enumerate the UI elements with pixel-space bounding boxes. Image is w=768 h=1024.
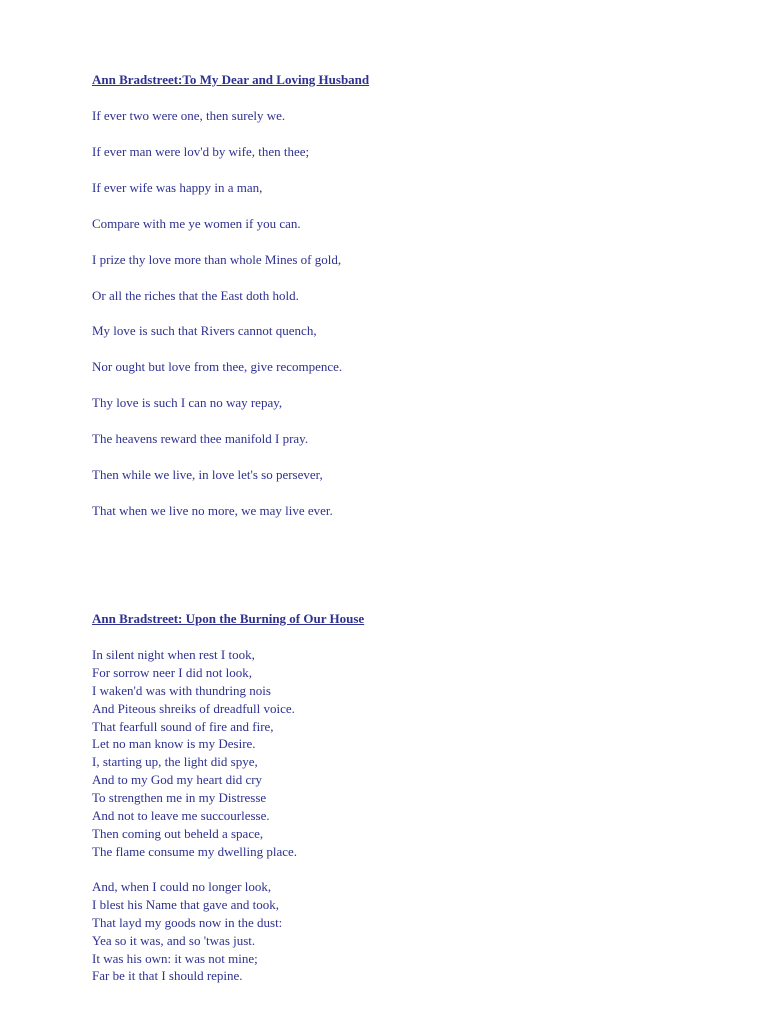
poem1-line: Compare with me ye women if you can. [92,216,301,231]
poem2-line: Far be it that I should repine. [92,968,243,984]
poem1-line: If ever wife was happy in a man, [92,180,263,195]
poem2-line: And to my God my heart did cry [92,772,263,788]
poem2-line: It was his own: it was not mine; [92,950,258,966]
poem1-line: If ever two were one, then surely we. [92,108,286,123]
poem1-line: Or all the riches that the East doth hold. [92,288,299,303]
poem1-line: If ever man were lov'd by wife, then thee; [92,144,310,159]
poem1-line: That when we live no more, we may live ever. [92,503,333,518]
poem2-title: Ann Bradstreet: Upon the Burning of Our House [92,611,365,626]
poem2-line: Then coming out beheld a space, [92,825,264,841]
poem2-stanza-1 [92,646,297,861]
poem1-line: Thy love is such I can no way repay, [92,395,283,410]
poem1-line: My love is such that Rivers cannot quench, [92,323,317,338]
poem2-line: For sorrow neer I did not look, [92,664,252,680]
poem2-line: To strengthen me in my Distresse [92,790,267,806]
poem2-line: That layd my goods now in the dust: [92,914,283,930]
poem2-stanza-2 [92,878,282,985]
poem1-line: Nor ought but love from thee, give recompence. [92,359,343,374]
poem2-line: Yea so it was, and so 'twas just. [92,932,256,948]
poem2-line: I, starting up, the light did spye, [92,754,258,770]
poem2-line: And, when I could no longer look, [92,879,272,894]
poem2-line: I blest his Name that gave and took, [92,896,280,912]
poem2-line: That fearfull sound of fire and fire, [92,718,274,734]
poem2-line: The flame consume my dwelling place. [92,843,298,859]
poem2-line: In silent night when rest I took, [92,647,255,662]
poem1-line: The heavens reward thee manifold I pray. [92,431,309,446]
poem1-line: I prize thy love more than whole Mines of gold, [92,252,342,267]
poem2-line: I waken'd was with thundring nois [92,682,271,698]
poem2-line: And Piteous shreiks of dreadfull voice. [92,700,295,716]
poem1-title: Ann Bradstreet:To My Dear and Loving Husband [92,72,370,87]
poem2-line: Let no man know is my Desire. [92,736,256,752]
poem1-line: Then while we live, in love let's so persever, [92,467,323,482]
poem2-line: And not to leave me succourlesse. [92,808,270,824]
